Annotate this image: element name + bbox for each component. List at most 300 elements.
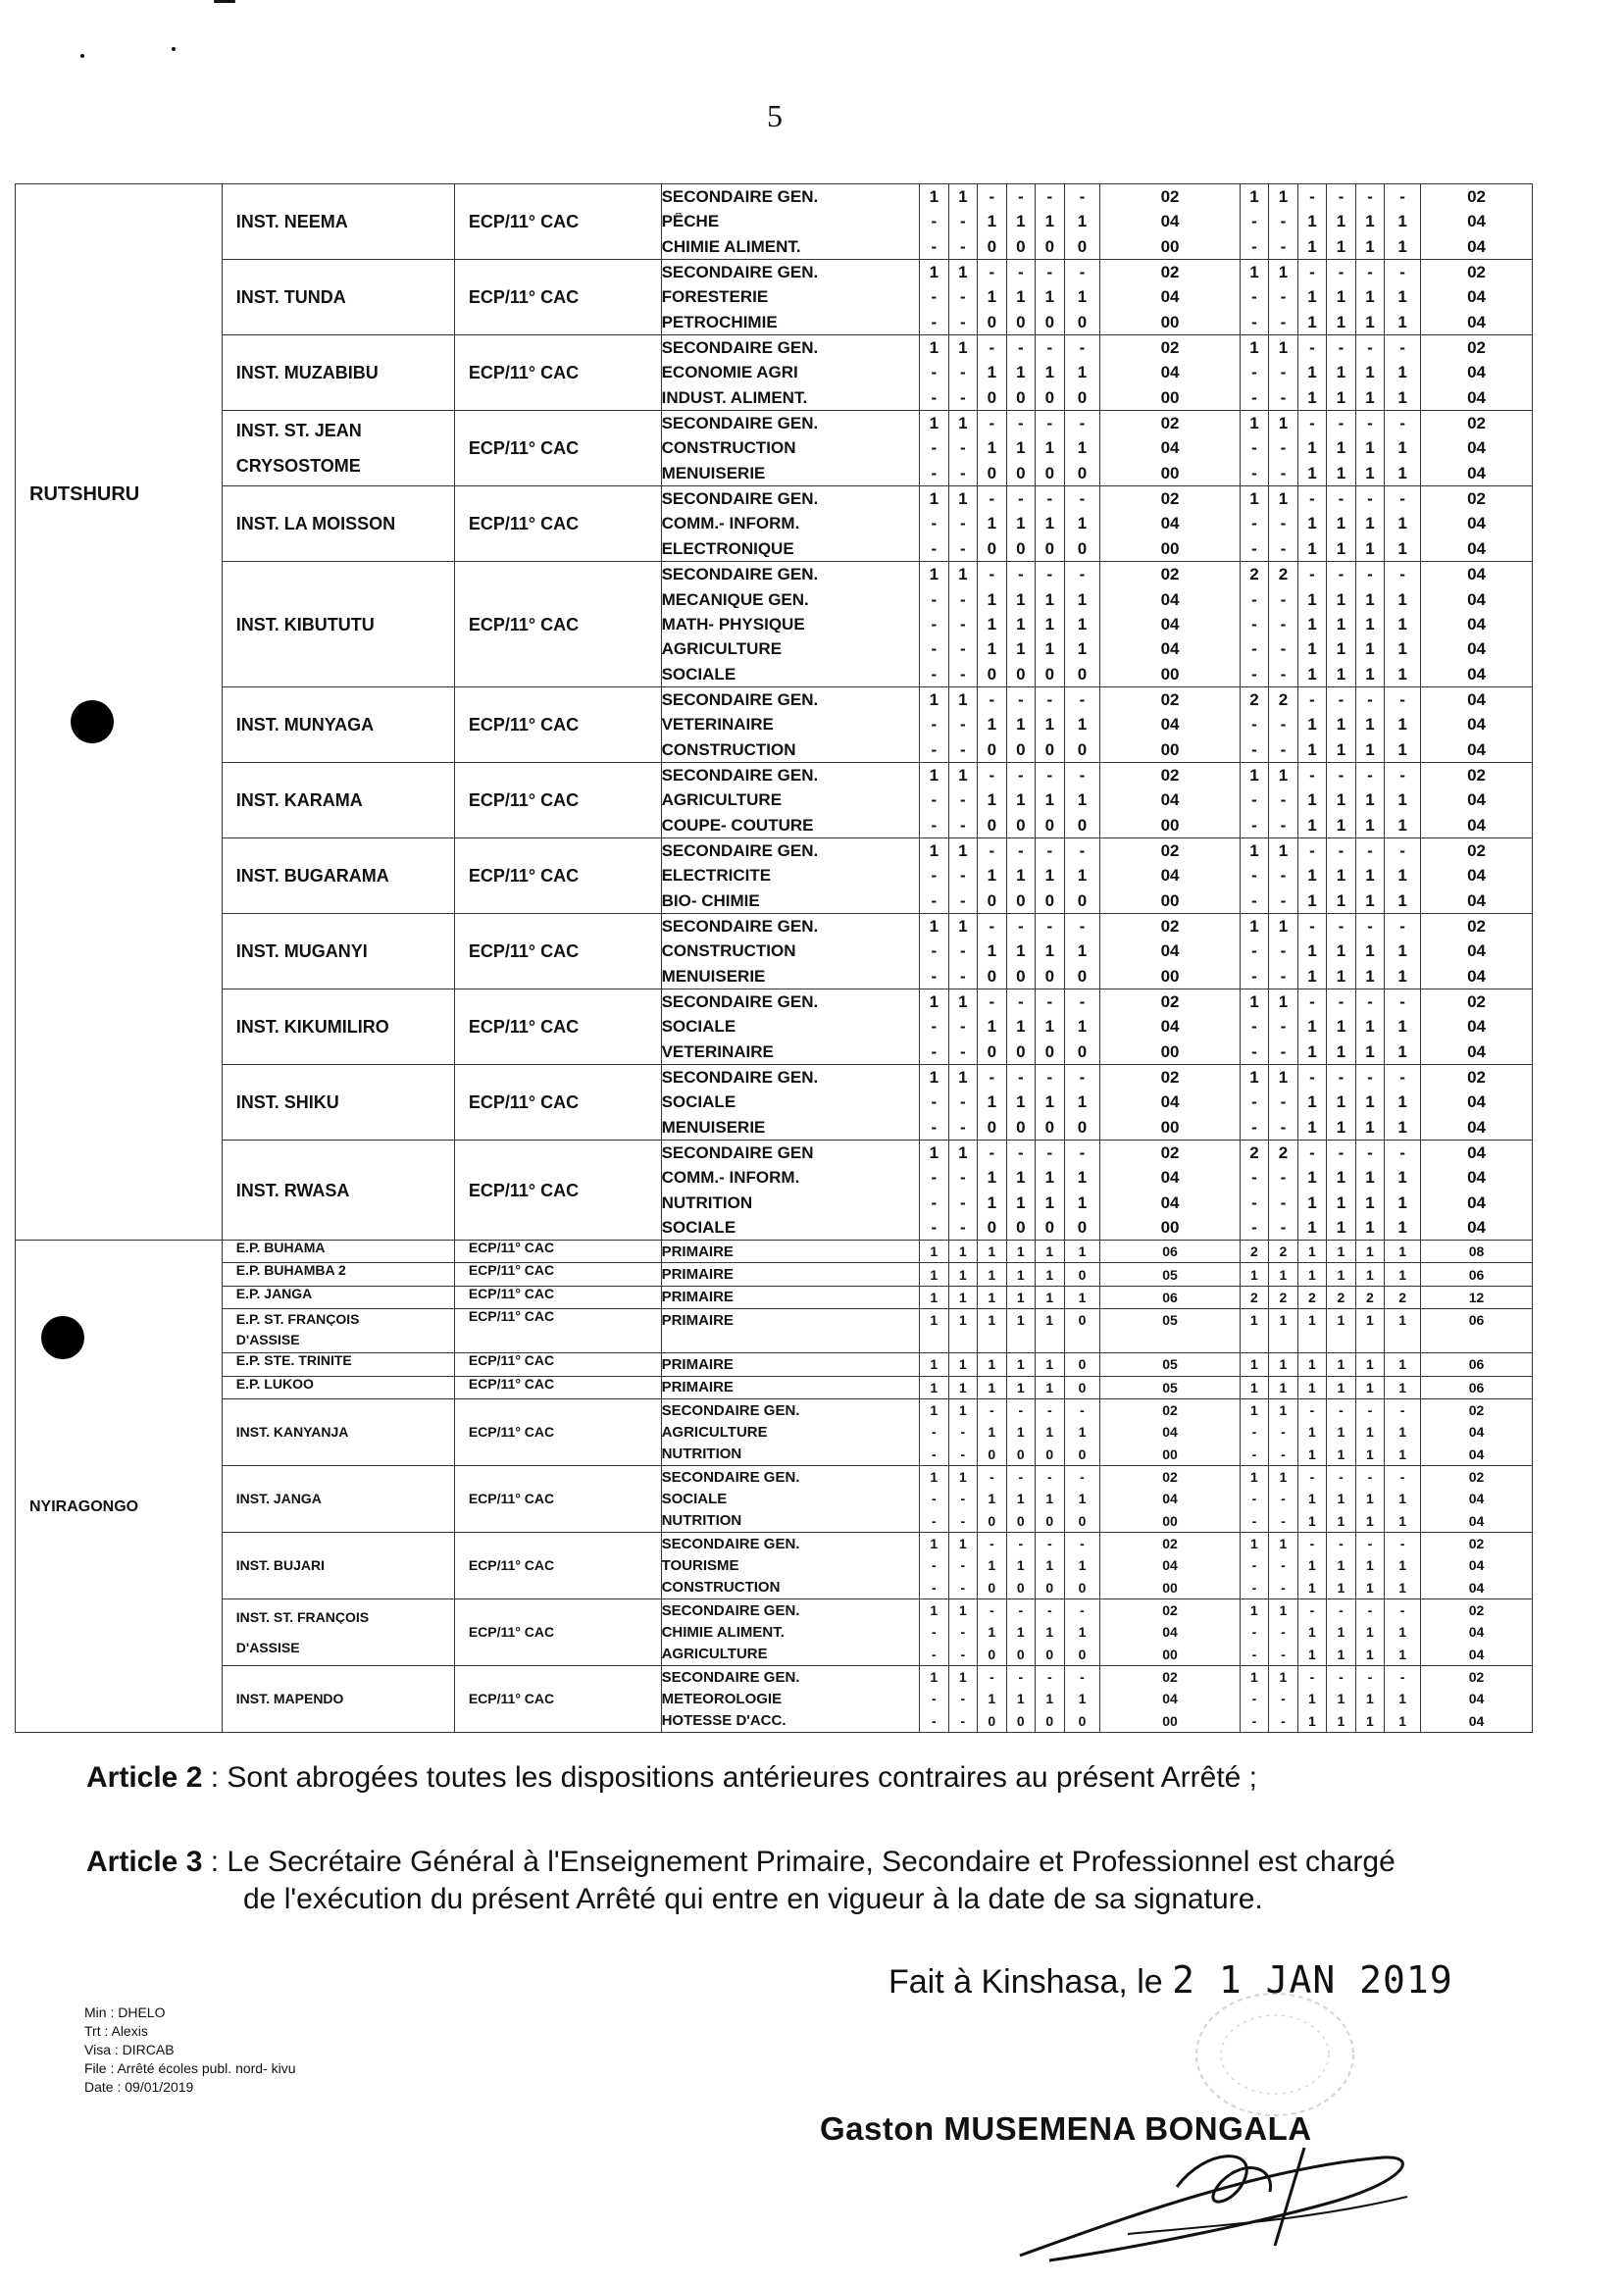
cycle2-class-5-lines	[1356, 1353, 1385, 1375]
cycle1-class-1-value: -	[931, 364, 938, 381]
cycle2-class-3-value: 1	[1307, 313, 1317, 330]
cycle1-class-2	[948, 562, 978, 687]
cycle2-total-value: 04	[1467, 590, 1486, 608]
cycle2-class-3-lines	[1298, 1377, 1327, 1398]
cycle2-class-4-lines	[1327, 335, 1355, 410]
cycle1-total-value: 02	[1160, 842, 1180, 860]
cycle2-class-4-value: 1	[1337, 1580, 1345, 1595]
table-row	[16, 1532, 1533, 1598]
cycle2-class-6-lines	[1385, 838, 1420, 913]
cycle1-total-value: 00	[1162, 1647, 1178, 1661]
secteur	[661, 1263, 919, 1286]
cycle1-class-4-lines	[1007, 687, 1036, 762]
cycle2-class-6-value: 1	[1398, 1313, 1406, 1328]
cycle2-class-5-value: 1	[1365, 665, 1375, 683]
cycle1-class-5-value: 1	[1044, 640, 1055, 658]
cycle2-class-2-lines	[1269, 411, 1297, 485]
cycle2-class-5-value: 2	[1366, 1290, 1374, 1304]
cycle1-class-5-value: 1	[1044, 288, 1055, 306]
cycle1-class-1-value: 1	[929, 1069, 939, 1087]
cycle2-class-3-lines	[1298, 335, 1327, 410]
cycle1-class-4-value: 1	[1016, 942, 1026, 960]
signature-place	[888, 1958, 1453, 2002]
cycle1-class-3-value: -	[989, 1144, 995, 1162]
cycle1-class-6-value: 0	[1077, 464, 1088, 482]
school-code: ECP/11° CAC	[454, 1665, 661, 1732]
cycle1-class-5-value: -	[1046, 415, 1053, 432]
cycle1-class-3-value: 0	[987, 1118, 997, 1136]
cycle2-class-6	[1385, 1065, 1421, 1141]
cycle2-class-3	[1297, 1532, 1327, 1598]
cycle1-class-6	[1064, 1353, 1100, 1376]
cycle1-class-1-value: -	[931, 967, 938, 985]
cycle2-class-5-value: -	[1367, 188, 1373, 206]
cycle2-class-6-lines	[1385, 1141, 1420, 1240]
cycle1-total-lines	[1100, 562, 1239, 686]
cycle2-class-3-value: 1	[1307, 665, 1317, 683]
cycle1-class-5-value: 0	[1044, 891, 1055, 909]
cycle2-class-4-value: 1	[1337, 1713, 1345, 1728]
cycle1-total-lines	[1100, 1533, 1239, 1598]
cycle2-class-3-value: -	[1309, 339, 1315, 357]
cycle1-class-3-value: 0	[987, 464, 997, 482]
secteur	[661, 1376, 919, 1398]
cycle1-class-1-value: -	[931, 515, 938, 533]
cycle1-class-1	[920, 1398, 949, 1465]
cycle2-total-value: 04	[1467, 867, 1486, 885]
cycle2-class-5	[1355, 914, 1385, 989]
cycle2-total-lines	[1421, 1599, 1532, 1665]
cycle2-class-4	[1327, 1532, 1356, 1598]
cycle2-class-1-value: 1	[1250, 1603, 1258, 1618]
cycle1-class-2	[948, 1309, 978, 1353]
secteur-value: AGRICULTURE	[661, 640, 783, 658]
cycle1-class-1-value: -	[931, 867, 938, 885]
secteur-value: CONSTRUCTION	[661, 1580, 781, 1596]
cycle1-class-3-value: 1	[987, 716, 997, 734]
cycle2-class-3-value: -	[1309, 691, 1315, 709]
cycle2-class-1	[1240, 1532, 1269, 1598]
cycle2-class-5-value: 1	[1366, 1625, 1374, 1640]
cycle1-class-5-value: 0	[1044, 665, 1055, 683]
cycle2-class-6-value: -	[1399, 566, 1405, 583]
cycle2-class-6-value: 2	[1398, 1290, 1406, 1304]
cycle2-class-5-lines	[1356, 184, 1385, 259]
cycle2-class-1	[1240, 184, 1269, 260]
cycle1-class-5-value: 1	[1044, 716, 1055, 734]
cycle2-total-value: 02	[1467, 339, 1486, 357]
cycle2-class-2-lines	[1269, 838, 1297, 913]
cycle2-class-6-lines	[1385, 914, 1420, 989]
cycle2-total-lines	[1421, 1399, 1532, 1465]
cycle2-total	[1421, 1465, 1533, 1532]
cycle2-total-value: 04	[1468, 1558, 1485, 1573]
cycle2-class-1-lines	[1241, 411, 1269, 485]
cycle2-class-3-value: 1	[1308, 1513, 1316, 1528]
cycle2-class-3-lines	[1298, 1263, 1327, 1285]
secteur-value: NUTRITION	[661, 1513, 742, 1529]
school-name-line: INST. ST. JEAN	[235, 422, 362, 439]
cycle1-class-6-value: -	[1079, 1069, 1086, 1087]
school-code: ECP/11° CAC	[454, 562, 661, 687]
cycle1-class-6-value: 1	[1077, 364, 1088, 381]
cycle2-class-5	[1355, 763, 1385, 838]
cycle1-class-5-value: 1	[1045, 1425, 1054, 1440]
cycle2-class-6-lines	[1385, 1065, 1420, 1140]
secteur-value: BIO- CHIMIE	[661, 891, 760, 909]
cycle1-class-4-value: 0	[1016, 665, 1026, 683]
cycle1-class-1-value: 1	[930, 1313, 939, 1328]
cycle2-total-value: 02	[1467, 490, 1486, 508]
cycle1-class-5-value: 0	[1045, 1446, 1054, 1461]
cycle1-class-6-value: 0	[1078, 1713, 1087, 1728]
cycle1-class-2-value: 1	[958, 490, 968, 508]
table-row	[16, 1398, 1533, 1465]
cycle2-class-3-value: -	[1309, 1670, 1315, 1685]
school-name: INST. LA MOISSON	[222, 486, 454, 562]
cycle2-class-5	[1355, 1353, 1385, 1376]
cycle2-total-lines	[1421, 989, 1532, 1064]
cycle1-class-4-value: 0	[1016, 1118, 1026, 1136]
cycle2-class-6-value: -	[1399, 1537, 1405, 1551]
cycle2-class-5	[1355, 486, 1385, 562]
school-code: ECP/11° CAC	[454, 1309, 661, 1353]
cycle1-class-4-value: 0	[1016, 891, 1026, 909]
secteur-lines	[662, 335, 919, 410]
cycle1-class-6	[1064, 1309, 1100, 1353]
cycle1-class-6	[1064, 260, 1100, 335]
cycle1-class-1	[920, 1065, 949, 1141]
cycle1-class-3-value: 0	[987, 967, 997, 985]
cycle2-class-6-value: 1	[1398, 1580, 1406, 1595]
cycle1-total-lines	[1100, 838, 1239, 913]
cycle2-class-1-value: -	[1251, 867, 1257, 885]
cycle1-class-4-value: 0	[1016, 1513, 1025, 1528]
cycle1-class-5-value: -	[1046, 1403, 1052, 1418]
cycle1-class-2-value: 1	[958, 1537, 967, 1551]
article-sep: :	[202, 1846, 228, 1878]
cycle2-class-3-value: 1	[1307, 237, 1317, 255]
cycle2-class-3-value: -	[1309, 1144, 1315, 1162]
cycle2-class-2-value: -	[1280, 590, 1287, 608]
cycle1-class-5-value: -	[1046, 691, 1053, 709]
cycle2-class-6-lines	[1385, 184, 1420, 259]
cycle2-class-4	[1327, 1065, 1356, 1141]
cycle1-total-value: 04	[1160, 1093, 1180, 1111]
cycle1-class-6-value: 1	[1078, 1290, 1087, 1304]
cycle2-class-1-value: -	[1251, 539, 1257, 557]
cycle1-class-3-value: 0	[987, 1218, 997, 1236]
cycle2-total-lines	[1421, 335, 1532, 410]
cycle2-class-1	[1240, 989, 1269, 1065]
table-row	[16, 687, 1533, 763]
cycle1-class-6-value: -	[1080, 1670, 1085, 1685]
cycle1-class-5-value: 0	[1044, 967, 1055, 985]
school-code: ECP/11° CAC	[454, 1065, 661, 1141]
cycle2-class-3	[1297, 989, 1327, 1065]
cycle1-class-6-value: -	[1079, 918, 1086, 936]
cycle2-class-4-lines	[1327, 1353, 1355, 1375]
cycle1-total	[1100, 1532, 1240, 1598]
cycle2-class-4-lines	[1327, 1666, 1355, 1732]
cycle2-class-5-value: 1	[1366, 1425, 1374, 1440]
cycle2-class-5-value: -	[1367, 1537, 1373, 1551]
cycle1-class-1-value: 1	[930, 1290, 939, 1304]
cycle1-class-6-lines	[1065, 1241, 1100, 1262]
cycle1-class-1-value: -	[931, 1492, 937, 1506]
cycle1-total-value: 05	[1162, 1380, 1178, 1395]
cycle1-class-3-value: 1	[988, 1492, 996, 1506]
cycle1-class-3-value: 1	[988, 1425, 996, 1440]
cycle2-class-3-lines	[1298, 562, 1327, 686]
cycle1-class-4-lines	[1007, 763, 1036, 837]
cycle1-class-6-value: 0	[1077, 313, 1088, 330]
cycle2-total	[1421, 1241, 1533, 1263]
cycle1-class-4-lines	[1007, 1466, 1036, 1532]
cycle1-class-5-lines	[1036, 1599, 1064, 1665]
cycle1-class-6	[1064, 763, 1100, 838]
cycle2-class-6-value: 1	[1397, 515, 1407, 533]
cycle1-class-4-lines	[1007, 1533, 1036, 1598]
cycle1-class-3-value: 1	[987, 1018, 997, 1036]
cycle1-class-4-value: 0	[1016, 539, 1026, 557]
cycle2-class-3	[1297, 1241, 1327, 1263]
cycle1-class-5-lines	[1036, 411, 1064, 485]
cycle2-class-6-value: 1	[1397, 716, 1407, 734]
cycle2-class-4-lines	[1327, 1377, 1355, 1398]
cycle1-total-value: 04	[1160, 615, 1180, 633]
cycle2-class-3-lines	[1298, 1599, 1327, 1665]
cycle1-class-3-value: 1	[987, 1169, 997, 1187]
cycle1-class-2	[948, 1665, 978, 1732]
cycle1-class-4-value: -	[1018, 1403, 1024, 1418]
cycle1-class-5-value: 1	[1044, 791, 1055, 809]
cycle2-total	[1421, 562, 1533, 687]
cycle2-total-value: 02	[1468, 1470, 1485, 1485]
cycle1-class-3-value: 1	[988, 1267, 996, 1282]
cycle1-class-2-value: -	[959, 942, 966, 960]
cycle1-class-3	[978, 486, 1007, 562]
cycle2-class-5-value: 1	[1366, 1692, 1374, 1706]
cycle1-class-3-value: 1	[987, 640, 997, 658]
cycle2-class-6	[1385, 1353, 1421, 1376]
cycle2-class-5-value: -	[1367, 767, 1373, 785]
cycle1-class-2-value: -	[959, 716, 966, 734]
cycle1-class-6-value: -	[1079, 566, 1086, 583]
table-row	[16, 260, 1533, 335]
cycle2-class-4-value: 1	[1336, 313, 1346, 330]
cycle2-class-4-value: 1	[1336, 1042, 1346, 1060]
cycle2-class-4	[1327, 184, 1356, 260]
cycle2-class-3-lines	[1298, 763, 1327, 837]
cycle1-class-1-value: 1	[930, 1357, 939, 1372]
cycle2-total-value: 04	[1468, 1513, 1485, 1528]
cycle1-class-2	[948, 763, 978, 838]
cycle2-class-6-value: 1	[1397, 1193, 1407, 1211]
cycle1-class-5-value: 1	[1045, 1558, 1054, 1573]
cycle2-class-6-value: 1	[1397, 237, 1407, 255]
cycle2-class-4-value: -	[1339, 1403, 1344, 1418]
cycle2-class-4-lines	[1327, 1309, 1355, 1331]
school-name-line: INST. ST. FRANÇOIS	[235, 1609, 370, 1624]
cycle1-class-2-value: -	[959, 439, 966, 457]
secteur-lines	[662, 1309, 919, 1331]
cycle1-class-1-lines	[920, 1241, 948, 1262]
cycle1-class-4-lines	[1007, 989, 1036, 1064]
cycle2-class-4-value: 1	[1336, 891, 1346, 909]
school-name: E.P. JANGA	[222, 1286, 454, 1308]
secteur-value: CHIMIE ALIMENT.	[661, 237, 801, 255]
cycle2-class-1-value: -	[1251, 1193, 1257, 1211]
cycle2-class-5	[1355, 260, 1385, 335]
cycle2-class-3-value: 1	[1307, 464, 1317, 482]
secteur-lines	[662, 1599, 919, 1665]
cycle2-total-value: 06	[1468, 1380, 1485, 1395]
cycle1-class-2-value: 1	[958, 264, 968, 281]
cycle2-class-3-value: 1	[1308, 1492, 1316, 1506]
cycle2-class-5-value: -	[1367, 993, 1373, 1011]
cycle2-class-2-value: -	[1281, 1446, 1286, 1461]
cycle2-class-2-value: 1	[1278, 188, 1289, 206]
cycle2-total	[1421, 1309, 1533, 1353]
school-name: INST. KIKUMILIRO	[222, 989, 454, 1065]
cycle2-class-1-value: -	[1251, 1118, 1257, 1136]
meta-line: Date : 09/01/2019	[84, 2079, 194, 2095]
cycle2-total-lines	[1421, 838, 1532, 913]
cycle1-class-4-lines	[1007, 1263, 1036, 1285]
cycle2-class-6-value: -	[1399, 490, 1405, 508]
cycle2-class-4-value: 1	[1337, 1647, 1345, 1661]
cycle2-class-5-lines	[1356, 1666, 1385, 1732]
cycle1-class-4-value: -	[1018, 1670, 1024, 1685]
cycle1-class-3	[978, 763, 1007, 838]
cycle1-class-1	[920, 1376, 949, 1398]
cycle1-total-value: 00	[1160, 237, 1180, 255]
cycle2-class-6-value: 1	[1397, 313, 1407, 330]
school-name: E.P. BUHAMBA 2	[222, 1263, 454, 1286]
cycle1-class-4-value: 0	[1016, 816, 1026, 834]
cycle2-class-2-value: -	[1280, 1218, 1287, 1236]
cycle1-class-5-lines	[1036, 1466, 1064, 1532]
cycle2-class-5-value: 1	[1365, 615, 1375, 633]
cycle2-class-6-lines	[1385, 1241, 1420, 1262]
cycle1-class-3	[978, 914, 1007, 989]
cycle2-class-2-lines	[1269, 687, 1297, 762]
cycle1-class-1-value: 1	[929, 918, 939, 936]
school-name-line: E.P. ST. FRANÇOIS	[235, 1312, 360, 1327]
cycle1-total-value: 06	[1162, 1290, 1178, 1304]
cycle1-class-4	[1006, 1309, 1036, 1353]
cycle1-class-2	[948, 335, 978, 411]
cycle1-class-5	[1036, 411, 1065, 486]
school-name: E.P. LUKOO	[222, 1376, 454, 1398]
cycle2-total-value: 02	[1467, 264, 1486, 281]
cycle1-total-value: 02	[1162, 1403, 1178, 1418]
cycle2-class-6-value: 1	[1398, 1713, 1406, 1728]
cycle1-class-1	[920, 1241, 949, 1263]
cycle1-class-5-value: 1	[1044, 867, 1055, 885]
secteur-lines	[662, 1377, 919, 1398]
secteur-value: MENUISERIE	[661, 967, 766, 985]
cycle2-class-5-value: 1	[1365, 1042, 1375, 1060]
cycle2-class-4-value: -	[1338, 842, 1345, 860]
cycle1-class-4-value: 1	[1016, 590, 1026, 608]
school-name: INST. NEEMA	[222, 184, 454, 260]
cycle1-class-5-lines	[1036, 562, 1064, 686]
cycle2-class-1-lines	[1241, 1533, 1269, 1598]
cycle1-class-3-value: -	[989, 1537, 994, 1551]
cycle2-class-2-value: 2	[1279, 1290, 1288, 1304]
cycle1-total-value: 00	[1160, 665, 1180, 683]
cycle2-class-6-value: -	[1399, 1603, 1405, 1618]
cycle1-class-3	[978, 838, 1007, 914]
cycle2-total-value: 02	[1468, 1670, 1485, 1685]
district-inner	[29, 1245, 222, 1726]
cycle2-class-4-lines	[1327, 1141, 1355, 1240]
cycle1-total-value: 02	[1160, 993, 1180, 1011]
cycle1-class-1-value: -	[931, 1218, 938, 1236]
cycle1-class-4-lines	[1007, 1666, 1036, 1732]
cycle2-class-5-lines	[1356, 763, 1385, 837]
cycle2-class-6-value: 1	[1398, 1647, 1406, 1661]
cycle2-class-6-value: 1	[1398, 1692, 1406, 1706]
cycle2-class-6-lines	[1385, 763, 1420, 837]
cycle2-class-6-value: 1	[1397, 867, 1407, 885]
district-marker-icon	[41, 1316, 84, 1359]
cycle2-class-2-value: 1	[1279, 1670, 1288, 1685]
cycle1-class-4-value: 0	[1016, 967, 1026, 985]
cycle2-total-value: 02	[1467, 842, 1486, 860]
cycle1-class-2-value: 1	[958, 993, 968, 1011]
cycle2-total-value: 02	[1467, 767, 1486, 785]
secteur-value: SECONDAIRE GEN	[661, 1144, 814, 1162]
cycle2-total-value: 04	[1468, 1492, 1485, 1506]
cycle1-class-2-lines	[949, 763, 978, 837]
cycle2-class-6-value: -	[1399, 767, 1405, 785]
cycle2-class-2	[1269, 260, 1298, 335]
cycle1-class-6-lines	[1065, 687, 1100, 762]
cycle2-class-5-value: 1	[1365, 439, 1375, 457]
cycle2-class-4-value: 1	[1336, 1118, 1346, 1136]
cycle1-total-value: 04	[1162, 1558, 1178, 1573]
cycle1-class-1-value: -	[931, 740, 938, 758]
cycle1-total-value: 00	[1160, 740, 1180, 758]
cycle2-class-5-lines	[1356, 914, 1385, 989]
cycle1-class-4	[1006, 260, 1036, 335]
cycle2-class-6-value: 1	[1397, 891, 1407, 909]
cycle2-class-3	[1297, 1665, 1327, 1732]
cycle2-class-3-value: 1	[1307, 816, 1317, 834]
cycle2-class-1-value: -	[1251, 1647, 1257, 1661]
cycle2-class-1-value: -	[1251, 1492, 1257, 1506]
cycle2-class-4	[1327, 838, 1356, 914]
cycle2-class-1-value: 1	[1249, 264, 1259, 281]
cycle2-class-4-value: 1	[1336, 464, 1346, 482]
cycle1-class-4	[1006, 1286, 1036, 1308]
cycle1-class-5-value: 1	[1044, 1018, 1055, 1036]
cycle2-total-value: 04	[1467, 691, 1486, 709]
cycle1-class-4	[1006, 687, 1036, 763]
cycle1-class-1-value: -	[931, 1513, 937, 1528]
cycle1-class-2-lines	[949, 1377, 978, 1398]
cycle2-class-4-value: 1	[1336, 740, 1346, 758]
cycle2-class-5-value: -	[1367, 264, 1373, 281]
cycle1-class-5-lines	[1036, 914, 1064, 989]
cycle1-class-4-value: 1	[1016, 1692, 1025, 1706]
cycle2-class-5	[1355, 1598, 1385, 1665]
cycle2-class-4	[1327, 1376, 1356, 1398]
cycle1-class-5-lines	[1036, 763, 1064, 837]
